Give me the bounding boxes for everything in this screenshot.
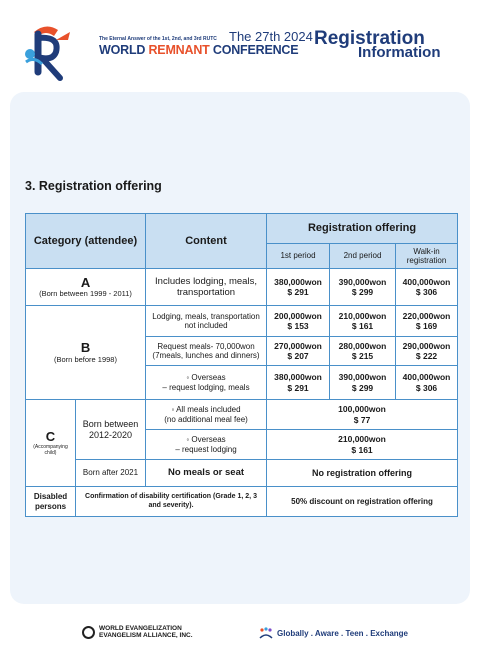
table-row (26, 487, 458, 517)
group-b-cell (26, 306, 146, 400)
slogan-text: Globally . Aware . Teen . Exchange (277, 628, 409, 638)
header-walkin: Walk-in registration (396, 244, 458, 269)
group-c-sub2-content: No meals or seat (146, 460, 267, 487)
group-a-letter: A (80, 274, 91, 290)
price-usd: $ 215 (351, 351, 374, 361)
group-b-note: (Born before 1998) (54, 354, 117, 364)
price-won: 200,000won (274, 310, 322, 321)
globe-people-icon (259, 626, 273, 640)
page-title-line1: Registration (314, 28, 425, 49)
group-c-content-1: ◦ All meals included (no additional meal fee) (146, 400, 267, 430)
disabled-offering: 50% discount on registration offering (267, 487, 458, 517)
header-period2: 2nd period (330, 244, 396, 269)
price-won: 380,000won (274, 372, 322, 383)
price-won: 390,000won (338, 276, 387, 287)
price-usd: $ 207 (287, 351, 309, 361)
price-won: 390,000won (338, 372, 387, 383)
price-usd: $ 161 (351, 321, 374, 331)
price-usd: $ 299 (351, 287, 374, 297)
group-c-letter: C (45, 429, 56, 445)
price-won: 210,000won (338, 310, 387, 321)
header-category: Category (attendee) (26, 214, 146, 269)
price-usd: $ 306 (415, 382, 438, 393)
price-won: 270,000won (274, 340, 322, 351)
group-b-content-1: Lodging, meals, transportation not included (146, 306, 267, 337)
group-c-content-2: ◦ Overseas – request lodging (146, 430, 267, 460)
group-c-sub1-label: Born between 2012-2020 (76, 400, 146, 460)
price-usd: $ 169 (415, 321, 438, 331)
footer-org (82, 625, 193, 640)
price-won: 290,000won (402, 340, 451, 351)
price-usd: $ 77 (353, 414, 371, 425)
price-won: 400,000won (402, 276, 451, 287)
org-logo-icon (82, 626, 95, 639)
conference-logo (20, 18, 82, 84)
price-usd: $ 291 (287, 382, 309, 393)
price-usd: $ 291 (287, 287, 309, 297)
group-b-content-3: ◦ Overseas – request lodging, meals (146, 366, 267, 400)
group-c-sub2-offering: No registration offering (267, 460, 458, 487)
conference-title: WORLD REMNANT CONFERENCE (99, 43, 299, 57)
group-a-content: Includes lodging, meals, transportation (146, 269, 267, 306)
price-usd: $ 306 (415, 287, 438, 297)
group-b-content-2: Request meals- 70,000won (7meals, lunches and dinners) (146, 337, 267, 366)
table-row (26, 400, 458, 430)
group-b-letter: B (80, 340, 91, 356)
price-usd: $ 299 (351, 382, 374, 393)
price-won: 400,000won (402, 372, 451, 383)
price-usd: $ 161 (351, 444, 373, 455)
price-won: 380,000won (274, 276, 322, 287)
org-line1: WORLD EVANGELIZATION (99, 625, 182, 632)
footer-slogan (259, 626, 408, 640)
page-title-line2: Information (358, 44, 441, 61)
table-row (26, 306, 458, 337)
header-period1: 1st period (267, 244, 330, 269)
price-usd: $ 222 (415, 351, 438, 361)
price-won: 210,000won (338, 434, 386, 445)
header-subtitle: The Eternal Answer of the 1st, 2nd, and 3rd RUTC (99, 36, 217, 42)
price-usd: $ 153 (287, 321, 309, 331)
group-c-cell (26, 400, 76, 487)
header-offering: Registration offering (267, 214, 458, 244)
group-a-cell (26, 269, 146, 306)
group-a-note: (Born between 1999 - 2011) (39, 289, 132, 299)
group-c-sub2-label: Born after 2021 (76, 460, 146, 487)
table-row (26, 269, 458, 306)
org-line2: EVANGELISM ALLIANCE, INC. (99, 632, 193, 640)
header-year-edition: The 27th 2024 (229, 29, 313, 44)
price-won: 100,000won (338, 404, 386, 415)
registration-table (25, 213, 458, 517)
table-row (26, 460, 458, 487)
disabled-label: Disabled persons (26, 487, 76, 517)
disabled-content: Confirmation of disability certification (Grade 1, 2, 3 and severity). (76, 487, 267, 517)
group-c-note: (Accompanying child) (33, 443, 68, 456)
price-won: 220,000won (402, 310, 451, 321)
header-content: Content (146, 214, 267, 269)
price-won: 280,000won (338, 340, 387, 351)
section-title: 3. Registration offering (25, 179, 162, 193)
